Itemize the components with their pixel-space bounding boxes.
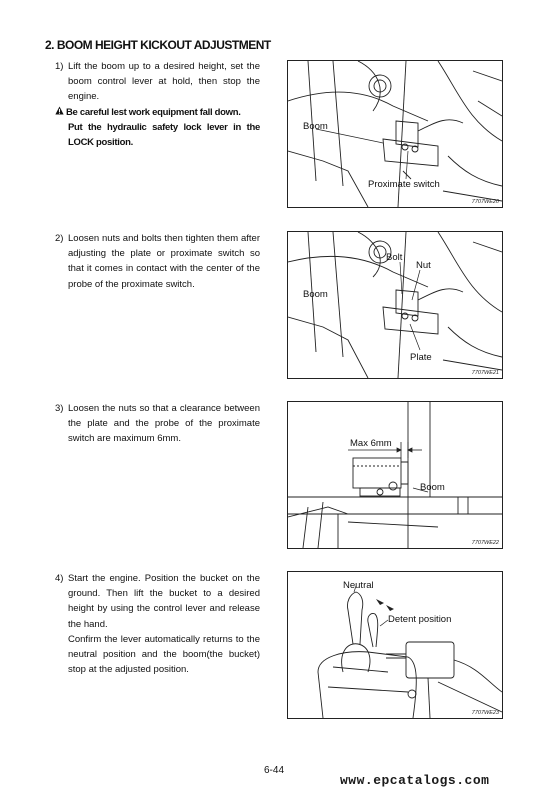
label-boom: Boom xyxy=(303,121,328,132)
label-proximate-switch: Proximate switch xyxy=(368,179,440,190)
figure-code: 7707WE20 xyxy=(471,199,499,205)
step-number: 1) xyxy=(55,61,64,72)
step-number: 4) xyxy=(55,573,64,584)
label-detent-position: Detent position xyxy=(388,614,452,625)
watermark-url: www.epcatalogs.com xyxy=(340,773,490,788)
label-boom: Boom xyxy=(420,482,445,493)
step-text: Loosen nuts and bolts then tighten them after adjusting the plate or proximate switch so that it comes in contact with the center of the probe of the proximate switch. xyxy=(68,233,260,290)
figure-drawing xyxy=(288,402,502,548)
step-1 xyxy=(55,59,260,150)
warning-icon xyxy=(55,105,66,120)
step-text: Lift the boom up to a desired height, set the boom control lever at hold, then stop the engine. xyxy=(68,61,260,103)
safety-warning xyxy=(55,105,260,151)
label-bolt: Bolt xyxy=(386,252,403,263)
label-neutral: Neutral xyxy=(343,580,374,591)
label-nut: Nut xyxy=(416,260,431,271)
figure-code: 7707WE23 xyxy=(471,710,499,716)
label-plate: Plate xyxy=(410,352,432,363)
step-4 xyxy=(55,571,260,677)
figure-proximate-switch xyxy=(287,60,503,208)
page-number: 6-44 xyxy=(264,765,285,776)
figure-drawing xyxy=(288,572,502,718)
step-3 xyxy=(55,401,260,447)
section-title: 2. BOOM HEIGHT KICKOUT ADJUSTMENT xyxy=(45,38,271,52)
label-boom: Boom xyxy=(303,289,328,300)
step-number: 3) xyxy=(55,403,64,414)
figure-bolt-nut-plate xyxy=(287,231,503,379)
label-max-clearance: Max 6mm xyxy=(350,438,392,449)
step-number: 2) xyxy=(55,233,64,244)
step-text: Start the engine. Position the bucket on the ground. Then lift the bucket to a desired height by using the control lever and release the hand. xyxy=(68,573,260,630)
figure-code: 7707WE21 xyxy=(471,370,499,376)
figure-code: 7707WE22 xyxy=(471,540,499,546)
step-text: Loosen the nuts so that a clearance between the plate and the probe of the proximate switch are maximum 6mm. xyxy=(68,403,260,445)
figure-control-lever xyxy=(287,571,503,719)
warning-line-1: Be careful lest work equipment fall down. xyxy=(66,106,241,118)
step-text-confirm: Confirm the lever automatically returns to the neutral position and the boom(the bucket) stop at the adjusted position. xyxy=(68,633,260,676)
step-2 xyxy=(55,231,260,292)
figure-clearance xyxy=(287,401,503,549)
warning-line-2: Put the hydraulic safety lock lever in the LOCK position. xyxy=(68,121,260,149)
